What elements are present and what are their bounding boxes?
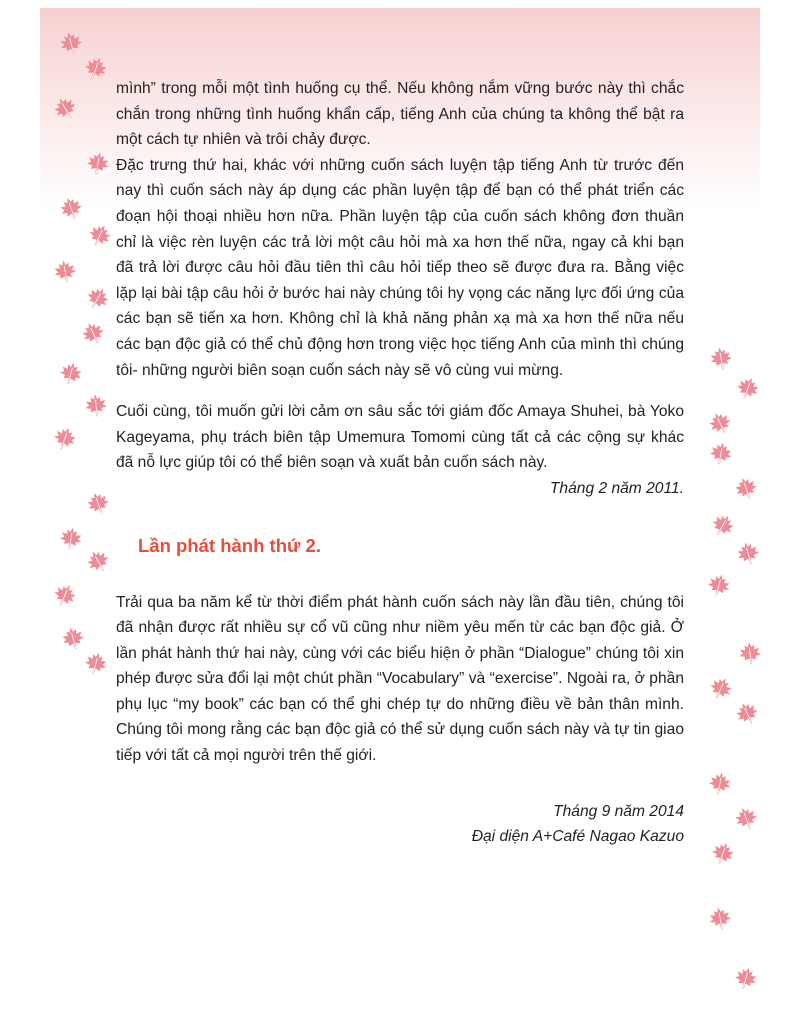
maple-leaf-icon	[48, 578, 83, 613]
maple-leaf-icon	[706, 438, 736, 468]
maple-leaf-icon	[730, 696, 765, 731]
maple-leaf-icon	[81, 486, 114, 519]
maple-leaf-icon	[57, 622, 89, 654]
maple-leaf-icon	[703, 406, 738, 441]
maple-leaf-icon	[83, 148, 113, 178]
maple-leaf-icon	[732, 537, 764, 569]
section-heading-second-edition: Lần phát hành thứ 2.	[138, 534, 321, 556]
maple-leaf-icon	[736, 639, 764, 667]
paragraph-second-feature: Đặc trưng thứ hai, khác với những cuốn sách luyện tập tiếng Anh từ trước đến nay thì cuốn sách này áp dụng các phần luyện tập để bạn có thể phát triển các đoạn hội thoại nhiều hơn nữa. Phần luyện tập của cuốn sách không đơn thuần chỉ là việc rèn luyện các trả lời một câu hỏi mà xa hơn thế nữa, ngay cả khi bạn đã trả lời được câu hỏi đầu tiên thì câu hỏi tiếp theo sẽ được đưa ra. Bằng việc lặp lại bài tập câu hỏi ở bước hai này chúng tôi hy vọng các năng lực đối ứng của các bạn sẽ tiến xa hơn. Không chỉ là khả năng phản xạ mà xa hơn thế nữa nếu các bạn độc giả có thể chủ động hơn trong việc học tiếng Anh của mình thì chúng tôi- những người biên soạn cuốn sách này sẽ vô cùng vui mừng.	[116, 156, 684, 379]
maple-leaf-icon	[705, 507, 741, 543]
maple-leaf-icon	[76, 316, 111, 351]
maple-leaf-icon	[731, 371, 764, 404]
maple-leaf-icon	[80, 543, 116, 579]
signature: Đại diện A+Café Nagao Kazuo	[471, 828, 684, 846]
maple-leaf-icon	[50, 256, 80, 286]
maple-leaf-icon	[704, 671, 739, 706]
maple-leaf-icon	[48, 421, 81, 454]
paragraph-acknowledgements: Cuối cùng, tôi muốn gửi lời cảm ơn sâu sắc tới giám đốc Amaya Shuhei, bà Yoko Kageyama, phụ trách biên tập Umemura Tomomi cùng tất cả các cộng sự khác đã nỗ lực giúp tôi có thể biên soạn và xuất bản cuốn sách này.	[116, 403, 684, 472]
maple-leaf-icon	[705, 768, 735, 798]
maple-leaf-icon	[729, 471, 762, 504]
maple-leaf-icon	[82, 391, 110, 419]
paragraph-second-edition: Trải qua ba năm kể từ thời điểm phát hành cuốn sách này lần đầu tiên, chúng tôi đã nhận được rất nhiều sự cổ vũ cũng như niềm yêu mến từ các bạn độc giả. Ở lần phát hành thứ hai này, cùng với các biểu hiện ở phần “Dialogue” chúng tôi xin phép được sửa đổi lại một chút phần “Vocabulary” và “exercise”. Ngoài ra, ở phần phụ lục “my book” các bạn có thể ghi chép tự do những điều về bản thân mình. Chúng tôi mong rằng các bạn độc giả có thể sử dụng cuốn sách này và tự tin giao tiếp với tất cả mọi người trên thế giới.	[116, 593, 684, 765]
maple-leaf-icon	[56, 523, 86, 553]
maple-leaf-icon	[83, 218, 118, 253]
paragraph-intro-continued: mình” trong mỗi một tình huống cụ thể. Nếu không nắm vững bước này thì chắc chắn trong những tình huống khẩn cấp, tiếng Anh của chúng ta không thể bật ra một cách tự nhiên và trôi chảy được.	[116, 80, 684, 149]
page-content	[116, 76, 684, 850]
maple-leaf-icon	[705, 903, 735, 933]
maple-leaf-icon	[80, 280, 116, 316]
maple-leaf-icon	[706, 343, 736, 373]
maple-leaf-icon	[730, 962, 762, 994]
maple-leaf-icon	[55, 357, 87, 389]
maple-leaf-icon	[729, 801, 762, 834]
maple-leaf-icon	[80, 647, 112, 679]
date-second-edition: Tháng 9 năm 2014	[553, 802, 684, 820]
maple-leaf-icon	[706, 836, 739, 869]
maple-leaf-icon	[703, 569, 735, 601]
date-first-edition: Tháng 2 năm 2011.	[549, 479, 684, 497]
